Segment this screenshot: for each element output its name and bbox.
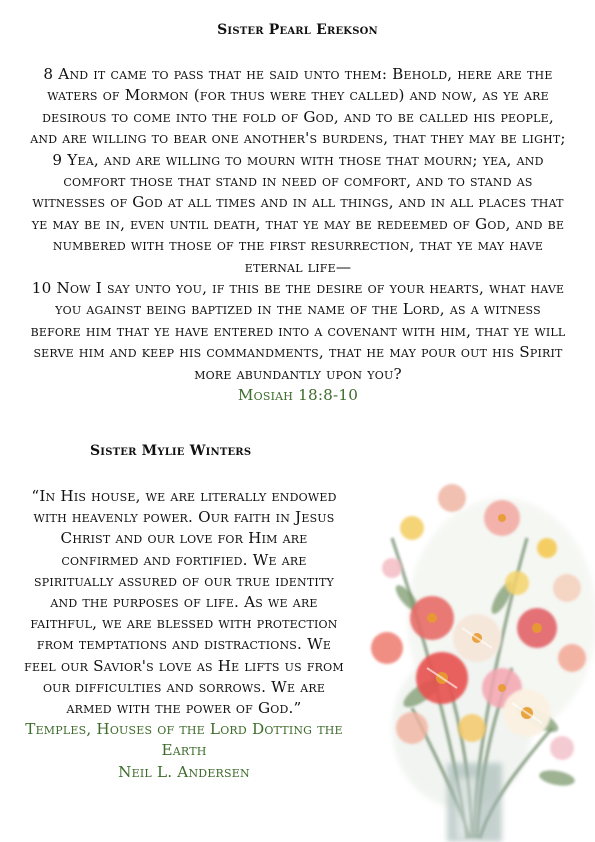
quote-source-author: Neil L. Andersen <box>118 762 250 781</box>
scripture-block <box>28 64 568 407</box>
quote-text: “In His house, we are literally endowed with heavenly power. Our faith in Jesus Christ and our love for Him are confirmed and fortified. We are spiritually assured of our true identity and the purposes of life. As we are faithful, we are blessed with protection from temptations and distractions. We feel our Savior's love as He lifts us from our difficulties and sorrows. We are armed with the power of God.” <box>24 487 344 718</box>
quote-block <box>24 486 344 783</box>
flower-bouquet-painting <box>352 478 595 842</box>
quote-source-title: Temples, Houses of the Lord Dotting the Earth <box>25 720 343 760</box>
verse-8: 8 And it came to pass that he said unto them: Behold, here are the waters of Mormon (for thus were they called) and now, as ye are desirous to come into the fold of God, and to be called his people, and are willing to bear one another's burdens, that they may be light; <box>30 65 566 148</box>
verse-10: 10 Now I say unto you, if this be the desire of your hearts, what have you against being baptized in the name of the Lord, as a witness before him that ye have entered into a covenant with him, that ye will serve him and keep his commandments, that he may pour out his Spirit more abundantly upon you? <box>30 279 566 383</box>
speaker-heading-1: Sister Pearl Erekson <box>217 22 378 38</box>
speaker-heading-2: Sister Mylie Winters <box>90 443 252 459</box>
verse-9: 9 Yea, and are willing to mourn with those that mourn; yea, and comfort those that stand in need of comfort, and to stand as witnesses of God at all times and in all things, and in all places that ye may be in, even until death, that ye may be redeemed of God, and be numbered with those of the first resurrection, that ye may have eternal life— <box>31 150 565 276</box>
scripture-reference: Mosiah 18:8-10 <box>237 386 359 405</box>
